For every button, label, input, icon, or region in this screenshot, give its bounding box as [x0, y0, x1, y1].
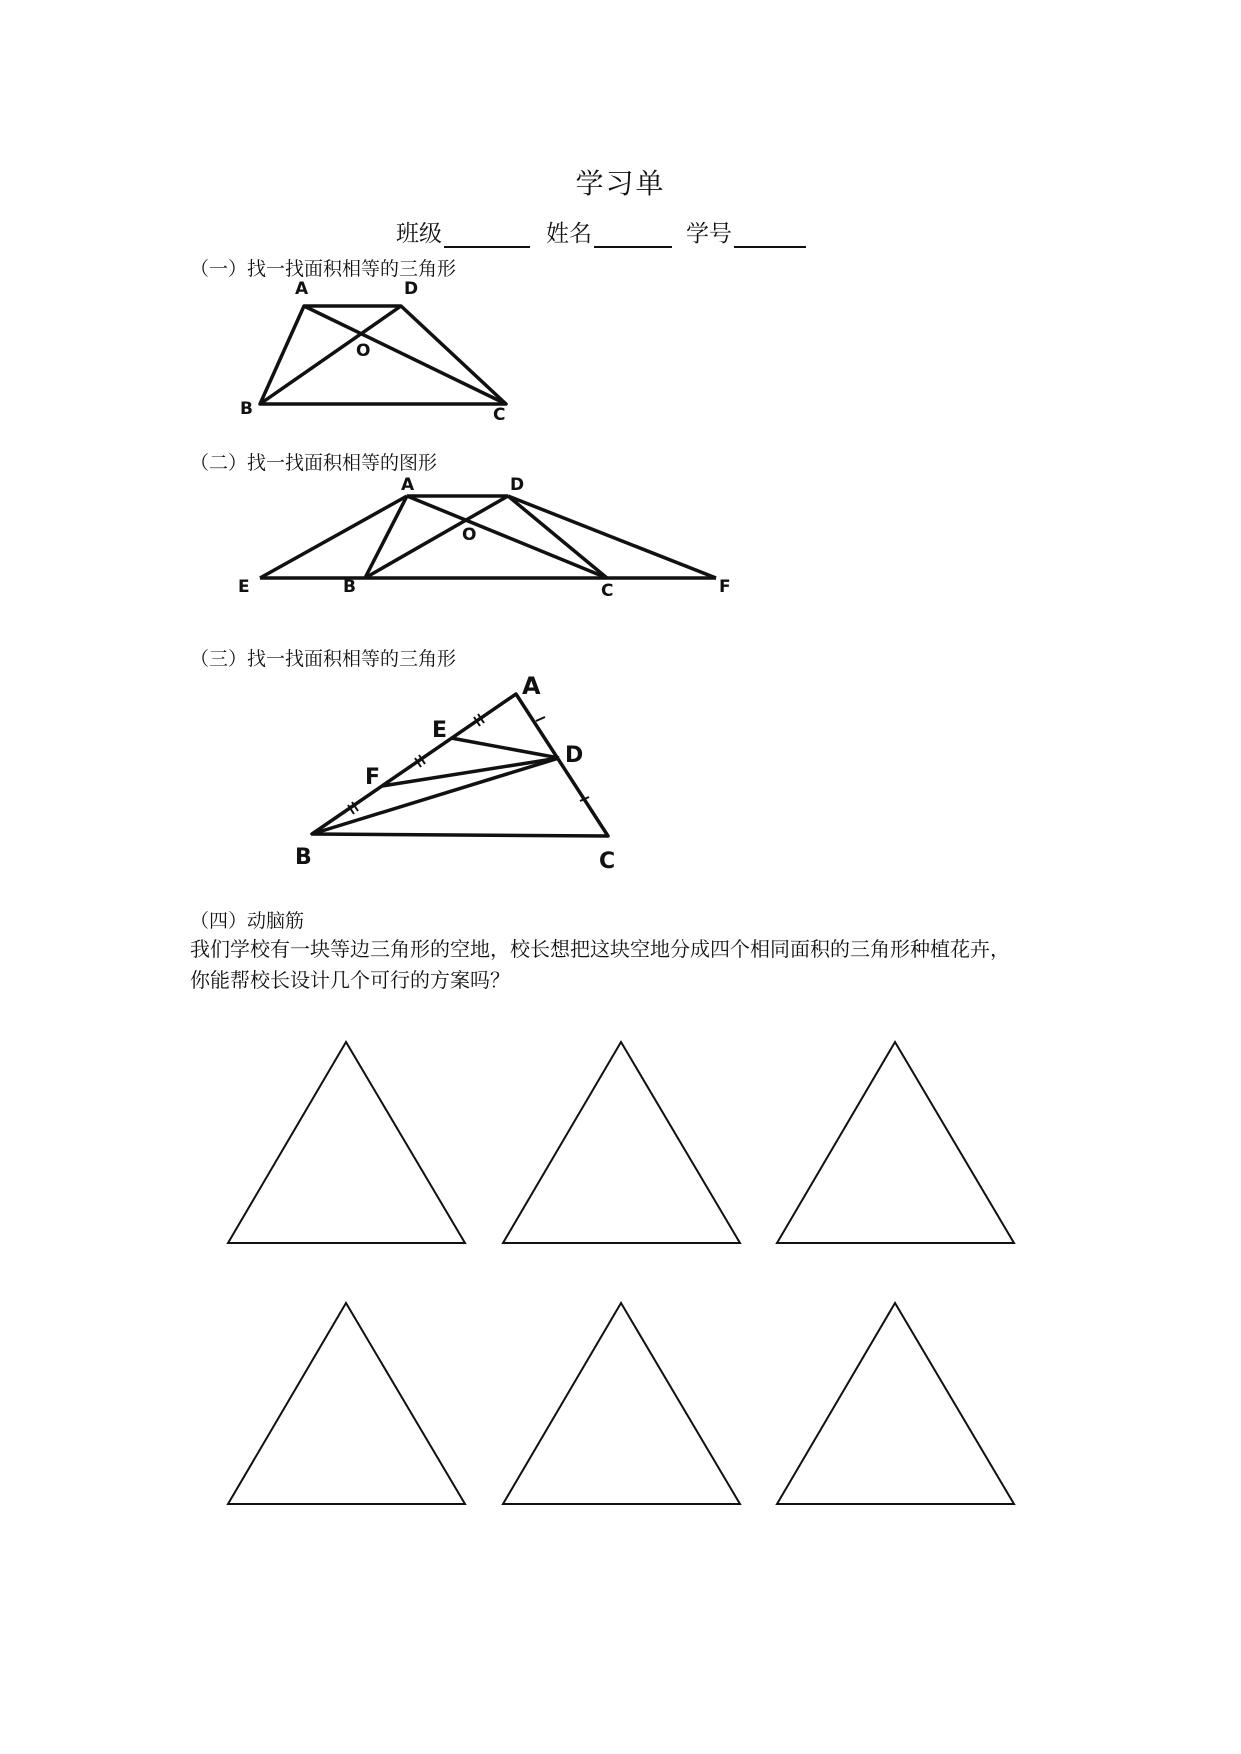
double-tick-fb-1 [348, 805, 354, 814]
class-label: 班级 [396, 221, 442, 247]
segment-ba [365, 496, 407, 578]
section-2-heading: （二）找一找面积相等的图形 [190, 452, 438, 474]
fig1-label-d: D [404, 279, 419, 299]
task-line-1: 我们学校有一块等边三角形的空地，校长想把这块空地分成四个相同面积的三角形种植花卉， [190, 937, 1010, 961]
class-blank[interactable] [444, 224, 530, 248]
fig2-label-b: B [343, 577, 356, 597]
segment-fd [382, 758, 559, 786]
fig2-label-e: E [238, 577, 250, 597]
segment-ed [451, 738, 559, 758]
fig2-label-f: F [719, 577, 731, 597]
double-tick-ef-1 [415, 758, 421, 767]
student-info-row [396, 215, 806, 248]
task-line-2: 你能帮校长设计几个可行的方案吗？ [190, 968, 510, 992]
fig1-label-o: O [356, 341, 371, 361]
diagonal-ac [304, 306, 506, 404]
tick-mark-ad [536, 717, 545, 721]
name-label: 姓名 [546, 221, 592, 247]
segment-df [508, 496, 716, 578]
triangle-abc [312, 694, 608, 836]
blank-triangle-2[interactable] [503, 1042, 740, 1243]
section-3-heading: （三）找一找面积相等的三角形 [190, 648, 457, 670]
name-blank[interactable] [594, 224, 672, 248]
double-tick-ae-1 [474, 717, 480, 726]
fig2-label-o: O [462, 525, 477, 545]
fig3-label-c: C [599, 849, 616, 874]
id-label: 学号 [686, 221, 732, 247]
segment-bd [312, 758, 559, 834]
fig1-label-c: C [493, 405, 506, 425]
blank-triangle-5[interactable] [503, 1303, 740, 1504]
tick-mark-dc [580, 797, 589, 801]
blank-triangle-4[interactable] [228, 1303, 465, 1504]
section-1-heading: （一）找一找面积相等的三角形 [190, 258, 457, 280]
fig3-label-d: D [565, 743, 584, 768]
fig3-label-a: A [522, 672, 541, 700]
diagonal-db [260, 306, 401, 404]
segment-ac [407, 496, 607, 578]
fig2-label-d: D [510, 475, 525, 495]
blank-triangle-6[interactable] [777, 1303, 1014, 1504]
task-description [190, 934, 1090, 996]
double-tick-ae-2 [478, 714, 484, 723]
fig2-label-c: C [601, 581, 614, 601]
fig1-label-b: B [240, 399, 253, 419]
fig3-label-f: F [365, 765, 381, 790]
fig3-label-b: B [295, 845, 312, 870]
blank-triangle-3[interactable] [777, 1042, 1014, 1243]
fig1-label-a: A [295, 279, 309, 299]
fig3-label-e: E [432, 718, 448, 743]
trapezoid-abcd [260, 306, 506, 404]
page-title: 学习单 [575, 167, 666, 200]
id-blank[interactable] [734, 224, 806, 248]
double-tick-fb-2 [352, 802, 358, 811]
segment-db [365, 496, 508, 578]
segment-ea [260, 496, 407, 578]
segment-dc [508, 496, 607, 578]
double-tick-ef-2 [419, 755, 425, 764]
section-4-heading: （四）动脑筋 [190, 910, 305, 932]
fig2-label-a: A [401, 475, 415, 495]
blank-triangle-1[interactable] [228, 1042, 465, 1243]
